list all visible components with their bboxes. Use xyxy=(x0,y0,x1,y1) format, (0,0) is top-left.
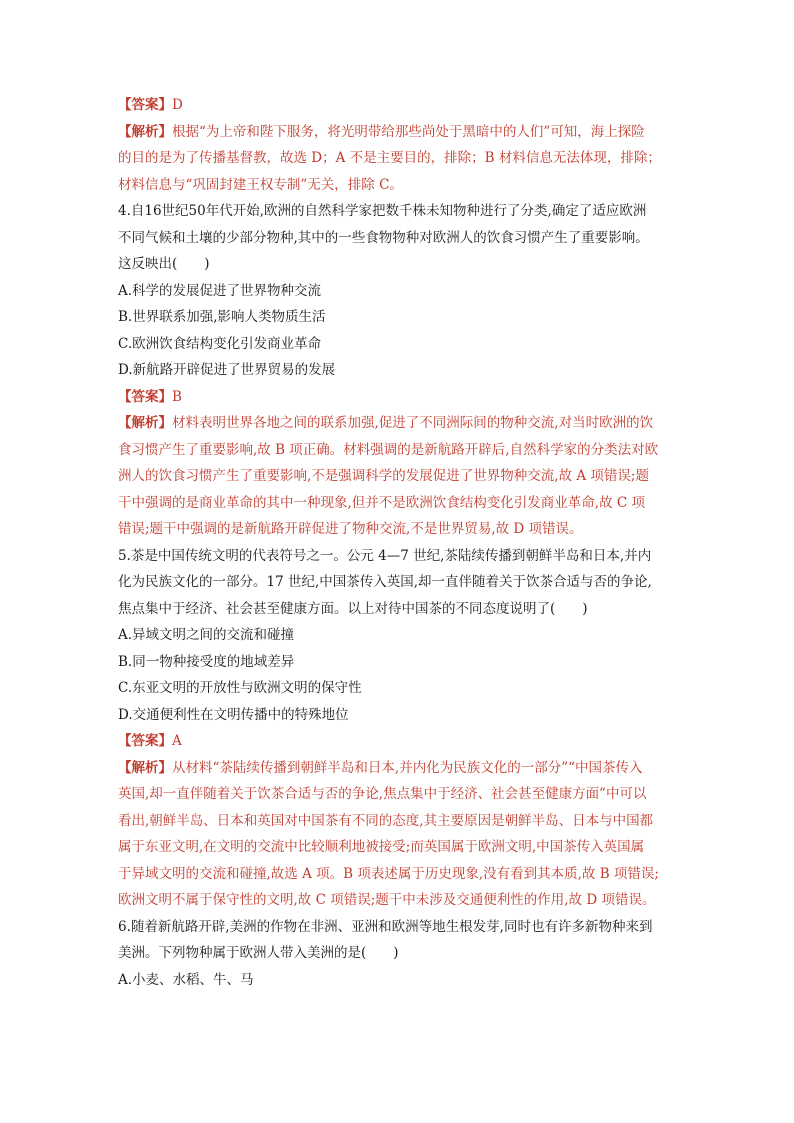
document-page xyxy=(118,92,678,993)
analysis-label: 【解析】 xyxy=(118,759,172,776)
q5-analysis-line-2: 英国,却一直伴随着关于饮茶合适与否的争论,焦点集中于经济、社会甚至健康方面”中可以 xyxy=(118,786,647,802)
q5-option-a: A.异域文明之间的交流和碰撞 xyxy=(118,627,295,643)
q4-stem-line-3: 这反映出( ) xyxy=(118,256,210,272)
answer-value: D xyxy=(172,97,183,113)
q4-option-a: A.科学的发展促进了世界物种交流 xyxy=(118,282,322,299)
q5-option-b: B.同一物种接受度的地域差异 xyxy=(118,653,295,670)
q5-analysis-line-1: 【解析】从材料“茶陆续传播到朝鲜半岛和日本,并内化为民族文化的一部分”“中国茶传入 xyxy=(118,759,643,776)
q4-analysis-line-4: 干中强调的是商业革命的其中一种现象,但并不是欧洲饮食结构变化引发商业革命,故 C 项 xyxy=(118,494,645,511)
q4-option-d: D.新航路开辟促进了世界贸易的发展 xyxy=(118,362,336,378)
q5-option-c: C.东亚文明的开放性与欧洲文明的保守性 xyxy=(118,680,362,696)
answer-label: 【答案】 xyxy=(118,97,172,113)
answer-label: 【答案】 xyxy=(118,733,172,749)
q5-stem-line-3: 焦点集中于经济、社会甚至健康方面。以上对待中国茶的不同态度说明了( ) xyxy=(118,600,588,617)
q5-analysis-line-4: 属于东亚文明,在文明的交流中比较顺利地被接受;而英国属于欧洲文明,中国茶传入英国属 xyxy=(118,839,645,855)
analysis-label: 【解析】 xyxy=(118,415,172,431)
q3-analysis-line-3: 材料信息与“巩固封建王权专制”无关，排除 C。 xyxy=(118,176,403,193)
q4-analysis-line-2: 食习惯产生了重要影响,故 B 项正确。材料强调的是新航路开辟后,自然科学家的分类法对欧 xyxy=(118,441,659,458)
q4-stem-line-1: 4.自16世纪50年代开始,欧洲的自然科学家把数千株未知物种进行了分类,确定了适应欧洲 xyxy=(118,203,647,219)
q5-answer-line xyxy=(118,728,678,755)
q4-option-b: B.世界联系加强,影响人类物质生活 xyxy=(118,309,326,325)
q4-analysis-line-5: 错误;题干中强调的是新航路开辟促进了物种交流,不是世界贸易,故 D 项错误。 xyxy=(118,521,583,537)
analysis-label: 【解析】 xyxy=(118,123,172,140)
q6-block xyxy=(118,914,678,994)
q6-stem-line-2: 美洲。下列物种属于欧洲人带入美洲的是( ) xyxy=(118,945,399,961)
q6-stem-line-1: 6.随着新航路开辟,美洲的作物在非洲、亚洲和欧洲等地生根发芽,同时也有许多新物种来到 xyxy=(118,918,653,935)
q4-analysis-line-3: 洲人的饮食习惯产生了重要影响,不是强调科学的发展促进了世界物种交流,故 A 项错误;题 xyxy=(118,468,649,484)
answer-value: B xyxy=(172,388,182,405)
q4-stem-line-2: 不同气候和土壤的少部分物种,其中的一些食物物种对欧洲人的饮食习惯产生了重要影响。 xyxy=(118,229,649,246)
q4-block xyxy=(118,198,678,543)
q4-analysis-line-1: 【解析】材料表明世界各地之间的联系加强,促进了不同洲际间的物种交流,对当时欧洲的饮 xyxy=(118,415,654,431)
q5-stem-line-1: 5.茶是中国传统文明的代表符号之一。公元 4—7 世纪,茶陆续传播到朝鲜半岛和日本,并内 xyxy=(118,547,652,564)
q4-option-c: C.欧洲饮食结构变化引发商业革命 xyxy=(118,335,322,352)
q3-block xyxy=(118,92,678,198)
q5-analysis-line-3: 看出,朝鲜半岛、日本和英国对中国茶有不同的态度,其主要原因是朝鲜半岛、日本与中国都 xyxy=(118,812,654,829)
q5-option-d: D.交通便利性在文明传播中的特殊地位 xyxy=(118,706,349,723)
q5-analysis-line-6: 欧洲文明不属于保守性的文明,故 C 项错误;题干中未涉及交通便利性的作用,故 D 项错误。 xyxy=(118,892,656,908)
q5-stem-line-2: 化为民族文化的一部分。17 世纪,中国茶传入英国,却一直伴随着关于饮茶合适与否的争论, xyxy=(118,574,652,590)
q5-analysis-line-5: 于异域文明的交流和碰撞,故选 A 项。B 项表述属于历史现象,没有看到其本质,故 B 项错误; xyxy=(118,865,659,882)
q3-answer-line xyxy=(118,92,678,119)
q3-analysis-line-2: 的目的是为了传播基督教，故选 D；A 不是主要目的，排除；B 材料信息无法体现，排除； xyxy=(118,150,661,166)
q3-analysis-line-1: 【解析】根据“为上帝和陛下服务，将光明带给那些尚处于黑暗中的人们”可知，海上探险 xyxy=(118,123,645,140)
q4-answer-line xyxy=(118,384,678,411)
answer-value: A xyxy=(172,733,182,749)
q6-option-a: A.小麦、水稻、牛、马 xyxy=(118,971,254,988)
q5-block xyxy=(118,543,678,914)
answer-label: 【答案】 xyxy=(118,388,172,405)
